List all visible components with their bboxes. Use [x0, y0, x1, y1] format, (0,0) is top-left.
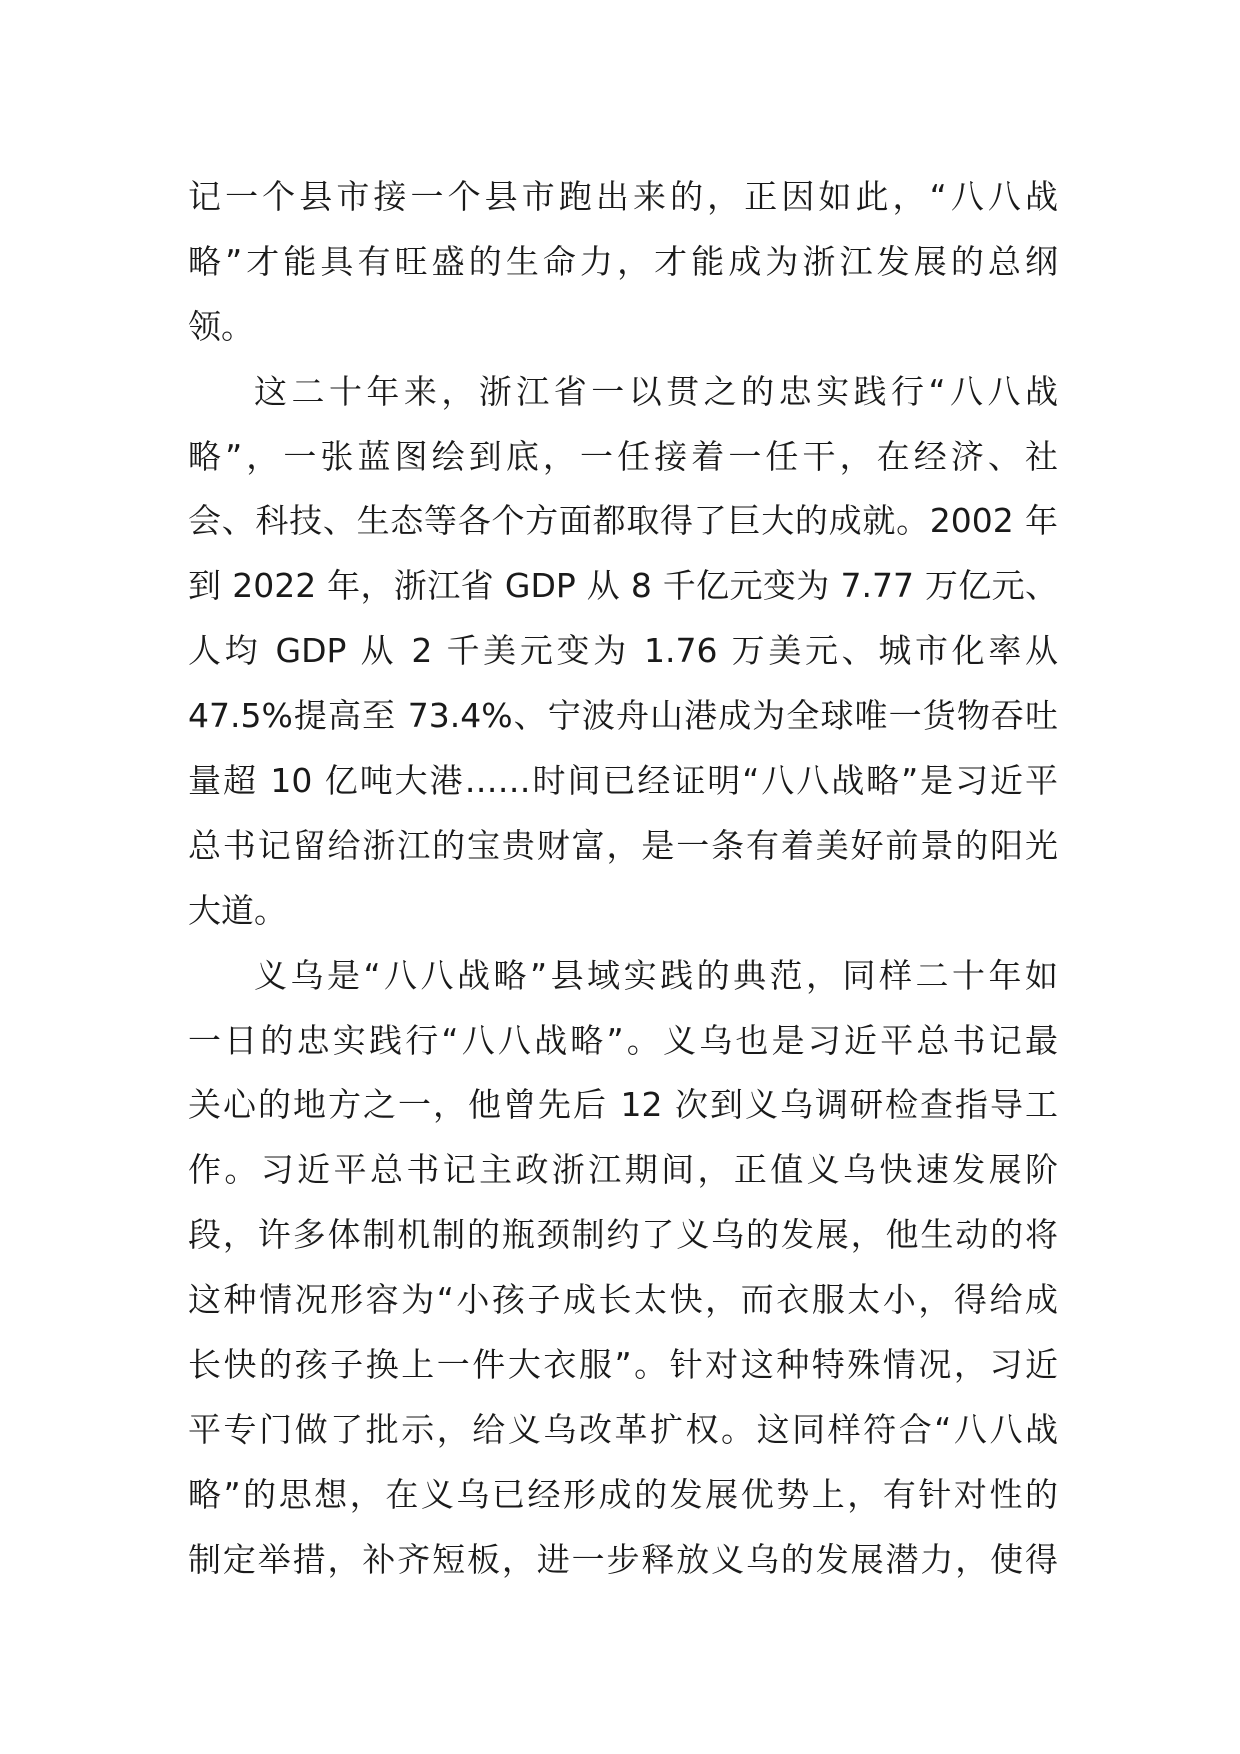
paragraph-1 — [188, 165, 1058, 360]
text-line: 义乌是“八八战略”县域实践的典范，同样二十年如 — [254, 955, 1058, 995]
text-line: 制定举措，补齐短板，进一步释放义乌的发展潜力，使得 — [188, 1539, 1058, 1579]
text-line: 量超 10 亿吨大港……时间已经证明“八八战略”是习近平 — [188, 761, 1058, 801]
text-line: 领。 — [188, 306, 254, 346]
text-line: 略”，一张蓝图绘到底，一任接着一任干，在经济、社 — [188, 436, 1058, 476]
document-page — [188, 165, 1058, 1593]
text-line: 记一个县市接一个县市跑出来的，正因如此，“八八战 — [188, 177, 1058, 216]
text-line: 这种情况形容为“小孩子成长太快，而衣服太小，得给成 — [188, 1280, 1058, 1320]
text-line: 略”才能具有旺盛的生命力，才能成为浙江发展的总纲 — [188, 241, 1058, 281]
text-line: 这二十年来，浙江省一以贯之的忠实践行“八八战 — [254, 371, 1058, 411]
text-line: 作。习近平总书记主政浙江期间，正值义乌快速发展阶 — [188, 1150, 1058, 1190]
text-line: 段，许多体制机制的瓶颈制约了义乌的发展，他生动的将 — [188, 1215, 1058, 1255]
paragraph-3 — [188, 944, 1058, 1593]
text-line: 47.5%提高至 73.4%、宁波舟山港成为全球唯一货物吞吐 — [188, 696, 1058, 736]
text-line: 平专门做了批示，给义乌改革扩权。这同样符合“八八战 — [188, 1409, 1058, 1449]
text-line: 大道。 — [188, 890, 287, 930]
text-line: 长快的孩子换上一件大衣服”。针对这种特殊情况，习近 — [188, 1345, 1058, 1385]
text-line: 人均 GDP 从 2 千美元变为 1.76 万美元、城市化率从 — [188, 631, 1058, 671]
text-line: 略”的思想，在义乌已经形成的发展优势上，有针对性的 — [188, 1474, 1058, 1514]
text-line: 总书记留给浙江的宝贵财富，是一条有着美好前景的阳光 — [188, 825, 1058, 865]
paragraph-2 — [188, 360, 1058, 944]
text-line: 关心的地方之一，他曾先后 12 次到义乌调研检查指导工 — [188, 1085, 1058, 1125]
text-line: 一日的忠实践行“八八战略”。义乌也是习近平总书记最 — [188, 1020, 1058, 1060]
text-line: 会、科技、生态等各个方面都取得了巨大的成就。2002 年 — [188, 501, 1058, 541]
text-line: 到 2022 年，浙江省 GDP 从 8 千亿元变为 7.77 万亿元、 — [188, 566, 1058, 606]
